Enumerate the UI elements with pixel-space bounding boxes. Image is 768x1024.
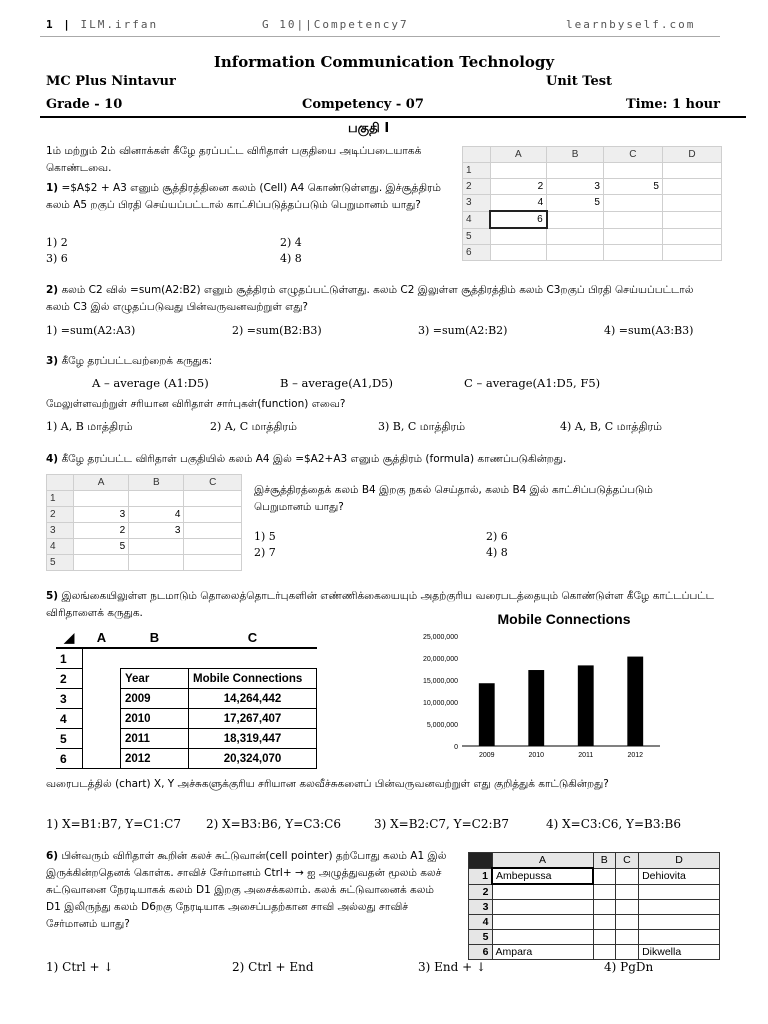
row-header: 3 <box>47 523 74 539</box>
cell: Ampara <box>492 945 593 960</box>
cell <box>662 228 721 245</box>
cell <box>83 709 121 729</box>
cell: 17,267,407 <box>189 709 317 729</box>
q4-option-3[interactable]: 2) 7 <box>254 546 276 559</box>
col-header: C <box>184 475 242 491</box>
q6-option-2[interactable]: 2) Ctrl + End <box>232 960 314 974</box>
table-row <box>469 884 720 900</box>
q2-option-4[interactable]: 4) =sum(A3:B3) <box>604 324 694 337</box>
q5-option-4[interactable]: 4) X=C3:C6, Y=B3:B6 <box>546 817 681 831</box>
x-tick-label: 2011 <box>578 752 594 759</box>
q4-question: இச்சூத்திரத்தைக் கலம் B4 இறகு நகல் செய்தால், கலம் B4 இல் காட்சிப்படுத்தப்படும் பெறுமானம் யாது? <box>254 484 653 513</box>
page-title: Information Communication Technology <box>213 53 555 71</box>
col-header: C <box>603 147 662 163</box>
table-row <box>469 915 720 930</box>
q5-body: இலங்கையிலுள்ள நடமாடும் தொலைத்தொடர்புகளின் எண்ணிக்கையையும் அதற்குரிய வரைபடத்தையும் கொண்டுள்ள கீழே காட்டப்பட்ட விரிதாளைக் கருதுக. <box>46 590 714 619</box>
cell <box>603 228 662 245</box>
row-header: 1 <box>47 491 74 507</box>
cell <box>492 884 593 900</box>
cell <box>83 749 121 769</box>
cell <box>603 195 662 212</box>
q3-item-a: A – average (A1:D5) <box>92 376 209 390</box>
q4-body: கீழே தரப்பட்ட விரிதாள் பகுதியில் கலம் A4 இல் =$A2+A3 எனும் சூத்திரம் (formula) காணப்படுகின்றது. <box>61 453 567 465</box>
row-header: 6 <box>56 749 83 769</box>
cell: 3 <box>547 179 604 195</box>
table-row <box>47 523 242 539</box>
cell <box>547 245 604 261</box>
cell <box>129 539 184 555</box>
cell <box>615 915 638 930</box>
cell <box>662 179 721 195</box>
cell: 4 <box>490 195 547 212</box>
table-row <box>47 539 242 555</box>
q1-option-2[interactable]: 2) 4 <box>280 236 302 249</box>
cell: Dehiovita <box>639 868 720 884</box>
cell <box>121 648 189 669</box>
col-header: A <box>74 475 129 491</box>
page-header: 1 | ILM.irfan <box>46 18 159 31</box>
cell <box>129 491 184 507</box>
cell: 3 <box>129 523 184 539</box>
q4-option-2[interactable]: 2) 6 <box>486 530 508 543</box>
cell: 3 <box>74 507 129 523</box>
cell <box>615 930 638 945</box>
cell: 2010 <box>121 709 189 729</box>
row-header: 1 <box>56 648 83 669</box>
test-name: Unit Test <box>546 74 613 89</box>
cell: Year <box>121 669 189 689</box>
q4-number: 4) <box>46 453 59 465</box>
table-row <box>56 689 317 709</box>
row-header: 4 <box>47 539 74 555</box>
col-header: B <box>593 853 615 869</box>
cell <box>490 228 547 245</box>
cell <box>490 163 547 179</box>
row-header: 1 <box>469 868 493 884</box>
row-header: 2 <box>47 507 74 523</box>
col-header: A <box>492 853 593 869</box>
cell <box>492 930 593 945</box>
row-header: 2 <box>469 884 493 900</box>
table-row <box>469 945 720 960</box>
cell <box>547 211 604 228</box>
cell <box>662 211 721 228</box>
col-header: D <box>639 853 720 869</box>
cell <box>662 245 721 261</box>
cell <box>662 163 721 179</box>
row-header: 5 <box>463 228 491 245</box>
q2-text <box>46 282 714 316</box>
q2-number: 2) <box>46 284 59 296</box>
cell <box>603 163 662 179</box>
table-row <box>469 868 720 884</box>
cell: 2012 <box>121 749 189 769</box>
row-header: 3 <box>469 900 493 915</box>
row-header: 4 <box>56 709 83 729</box>
cell <box>83 689 121 709</box>
header-rule <box>40 36 720 37</box>
cell <box>189 648 317 669</box>
cell <box>83 669 121 689</box>
table-row <box>56 648 317 669</box>
y-tick-label: 25,000,000 <box>422 634 458 641</box>
row-header: 2 <box>463 179 491 195</box>
cell <box>492 900 593 915</box>
site-name: ILM.irfan <box>80 18 159 31</box>
q1-body: =$A$2 + A3 எனும் சூத்திரத்தினை கலம் (Cell) A4 கொண்டுள்ளது. இச்சூத்திரம் கலம் A5 றகுப் பிரதி செய்யப்பட்டால் காட்சிப்படுத்தப்படும் பெறுமானம் யாது? <box>46 182 441 211</box>
row-header: 5 <box>469 930 493 945</box>
spreadsheet-q1 <box>462 146 722 261</box>
table-row <box>463 245 722 261</box>
cell: 2011 <box>121 729 189 749</box>
col-header: A <box>83 628 121 648</box>
x-tick-label: 2009 <box>478 752 495 759</box>
table-row <box>463 211 722 228</box>
row-header: 2 <box>56 669 83 689</box>
col-header: B <box>547 147 604 163</box>
title-rule <box>40 116 746 118</box>
chart-title: Mobile Connections <box>497 611 631 627</box>
cell <box>593 868 615 884</box>
cell <box>83 648 121 669</box>
q6-option-1[interactable]: 1) Ctrl + ↓ <box>46 960 114 974</box>
q5-option-3[interactable]: 3) X=B2:C7, Y=C2:B7 <box>374 817 509 831</box>
col-header: D <box>662 147 721 163</box>
cell <box>615 900 638 915</box>
table-row <box>47 555 242 571</box>
q5-question: வரைபடத்தில் (chart) X, Y அச்சுகளுக்குரிய சரியான கலவீச்சுகளைப் பின்வருவனவற்றுள் எது குறித்துக் காட்டுகின்றது? <box>46 778 609 790</box>
cell <box>593 930 615 945</box>
cell: 5 <box>74 539 129 555</box>
table-row <box>469 930 720 945</box>
q3-item-b: B – average(A1,D5) <box>280 376 393 390</box>
part-heading: பகுதி I <box>348 121 390 136</box>
cell: Mobile Connections <box>189 669 317 689</box>
cell <box>74 555 129 571</box>
intro-text: 1ம் மற்றும் 2ம் வினாக்கள் கீழே தரப்பட்ட விரிதாள் பகுதியை அடிப்படையாகக் கொண்டவை. <box>46 145 422 174</box>
row-header: 1 <box>463 163 491 179</box>
table-row <box>463 163 722 179</box>
q5-option-1[interactable]: 1) X=B1:B7, Y=C1:C7 <box>46 817 181 831</box>
cell <box>184 507 242 523</box>
cell <box>662 195 721 212</box>
cell: 2 <box>74 523 129 539</box>
q6-option-3[interactable]: 3) End + ↓ <box>418 960 487 974</box>
chart-bar-2010 <box>528 670 544 746</box>
header-code: G 10||Competency7 <box>262 18 409 31</box>
y-tick-label: 0 <box>454 744 458 751</box>
cell <box>639 930 720 945</box>
cell <box>492 915 593 930</box>
q2-option-2[interactable]: 2) =sum(B2:B3) <box>232 324 322 337</box>
spreadsheet-q5 <box>56 628 317 769</box>
q5-option-2[interactable]: 2) X=B3:B6, Y=C3:C6 <box>206 817 341 831</box>
corner-cell <box>469 853 493 869</box>
cell <box>603 245 662 261</box>
cell <box>593 900 615 915</box>
cell: 4 <box>129 507 184 523</box>
q4-option-4[interactable]: 4) 8 <box>486 546 508 559</box>
q2-option-3[interactable]: 3) =sum(A2:B2) <box>418 324 508 337</box>
table-row <box>56 669 317 689</box>
table-row <box>47 491 242 507</box>
table-row <box>469 900 720 915</box>
col-header: A <box>490 147 547 163</box>
cell <box>615 868 638 884</box>
q4-text <box>46 451 566 468</box>
y-tick-label: 15,000,000 <box>422 678 458 685</box>
q1-option-1[interactable]: 1) 2 <box>46 236 68 249</box>
row-header: 3 <box>463 195 491 212</box>
school-name: MC Plus Nintavur <box>46 74 176 89</box>
header-web: learnbyself.com <box>566 18 696 31</box>
x-tick-label: 2010 <box>528 752 545 759</box>
cell <box>615 884 638 900</box>
q3-question: மேலுள்ளவற்றுள் சரியான விரிதாள் சார்புகள்(function) எவை? <box>46 398 346 410</box>
q3-option-1[interactable]: 1) A, B மாத்திரம் <box>46 420 133 433</box>
spreadsheet-q4 <box>46 474 242 571</box>
cell <box>639 900 720 915</box>
q3-body: கீழே தரப்பட்டவற்றைக் கருதுக: <box>61 355 213 367</box>
cell <box>490 245 547 261</box>
q5-number: 5) <box>46 590 59 602</box>
q2-body: கலம் C2 வில் =sum(A2:B2) எனும் சூத்திரம் எழுதப்பட்டுள்ளது. கலம் C2 இலுள்ள சூத்திரத்திம் கலம் C3றகுப் பிரதி செய்யப்பட்டால் கலம் C3 இல் எழுதப்படுவது பின்வருவனவற்றுள் எது? <box>46 284 694 313</box>
col-header: C <box>615 853 638 869</box>
cell: 20,324,070 <box>189 749 317 769</box>
table-row <box>463 195 722 212</box>
q1-text <box>46 180 454 214</box>
spreadsheet-q6 <box>468 852 720 960</box>
y-tick-label: 10,000,000 <box>422 700 458 707</box>
q6-number: 6) <box>46 850 59 862</box>
cell <box>603 211 662 228</box>
row-header: 3 <box>56 689 83 709</box>
y-tick-label: 5,000,000 <box>426 722 458 729</box>
x-tick-label: 2012 <box>627 752 644 759</box>
q2-option-1[interactable]: 1) =sum(A2:A3) <box>46 324 136 337</box>
cell <box>593 884 615 900</box>
corner-cell: ◢ <box>56 628 83 648</box>
cell <box>547 163 604 179</box>
q6-text <box>46 848 450 933</box>
row-header: 6 <box>469 945 493 960</box>
chart-bar-2011 <box>578 665 594 746</box>
table-row <box>56 709 317 729</box>
cell <box>129 555 184 571</box>
cell: 14,264,442 <box>189 689 317 709</box>
q1-number: 1) <box>46 182 59 194</box>
cell <box>639 915 720 930</box>
q3-option-4[interactable]: 4) A, B, C மாத்திரம் <box>560 420 663 433</box>
cell: 2009 <box>121 689 189 709</box>
cell: Dikwella <box>639 945 720 960</box>
cell <box>184 555 242 571</box>
q3-option-3[interactable]: 3) B, C மாத்திரம் <box>378 420 466 433</box>
q4-option-1[interactable]: 1) 5 <box>254 530 276 543</box>
col-header: C <box>189 628 317 648</box>
selected-cell: Ambepussa <box>492 868 593 884</box>
cell <box>547 228 604 245</box>
q6-option-4[interactable]: 4) PgDn <box>604 960 654 974</box>
cell <box>184 523 242 539</box>
q3-text <box>46 353 212 370</box>
cell <box>593 915 615 930</box>
chart-bar-2012 <box>627 657 643 746</box>
cell <box>184 539 242 555</box>
selected-cell: 6 <box>490 211 547 228</box>
q3-number: 3) <box>46 355 59 367</box>
grade: Grade - 10 <box>46 97 123 112</box>
cell <box>639 884 720 900</box>
chart-bar-2009 <box>479 683 495 746</box>
table-row <box>463 228 722 245</box>
mobile-connections-chart <box>390 606 690 766</box>
col-header: B <box>121 628 189 648</box>
q1-option-4[interactable]: 4) 8 <box>280 252 302 265</box>
row-header: 6 <box>463 245 491 261</box>
time-limit: Time: 1 hour <box>626 97 720 112</box>
q6-body: பின்வரும் விரிதாள் கூறின் கலச் சுட்டுவான்(cell pointer) தற்போது கலம் A1 இல் இருக்கின்றதெனக் கொள்க. சாவிச் சேர்மானம் Ctrl+ → ஐ அழுத்துவதன் மூலம் கலச் சுட்டுவானை நேரடியாகக் கலம் D1 இறகு அசைக்கலாம். கலக் சுட்டுவானைக் கலம் D1 இலிருந்து கலம் D6றகு நேரடியாக அசைப்பதற்கான சாவி அல்லது சாவிச் சேர்மானம் யாது? <box>46 850 447 930</box>
row-header: 4 <box>463 211 491 228</box>
cell <box>83 729 121 749</box>
q3-item-c: C – average(A1:D5, F5) <box>464 376 601 390</box>
y-tick-label: 20,000,000 <box>422 656 458 663</box>
row-header: 5 <box>56 729 83 749</box>
col-header: B <box>129 475 184 491</box>
cell: 18,319,447 <box>189 729 317 749</box>
table-row <box>56 749 317 769</box>
table-row <box>56 729 317 749</box>
table-row <box>47 507 242 523</box>
q1-option-3[interactable]: 3) 6 <box>46 252 68 265</box>
q3-option-2[interactable]: 2) A, C மாத்திரம் <box>210 420 297 433</box>
page-number: 1 <box>46 18 55 31</box>
row-header: 4 <box>469 915 493 930</box>
cell: 2 <box>490 179 547 195</box>
cell: 5 <box>603 179 662 195</box>
cell <box>593 945 615 960</box>
competency: Competency - 07 <box>302 97 424 112</box>
cell <box>184 491 242 507</box>
row-header: 5 <box>47 555 74 571</box>
table-row <box>463 179 722 195</box>
cell <box>615 945 638 960</box>
cell <box>74 491 129 507</box>
cell: 5 <box>547 195 604 212</box>
